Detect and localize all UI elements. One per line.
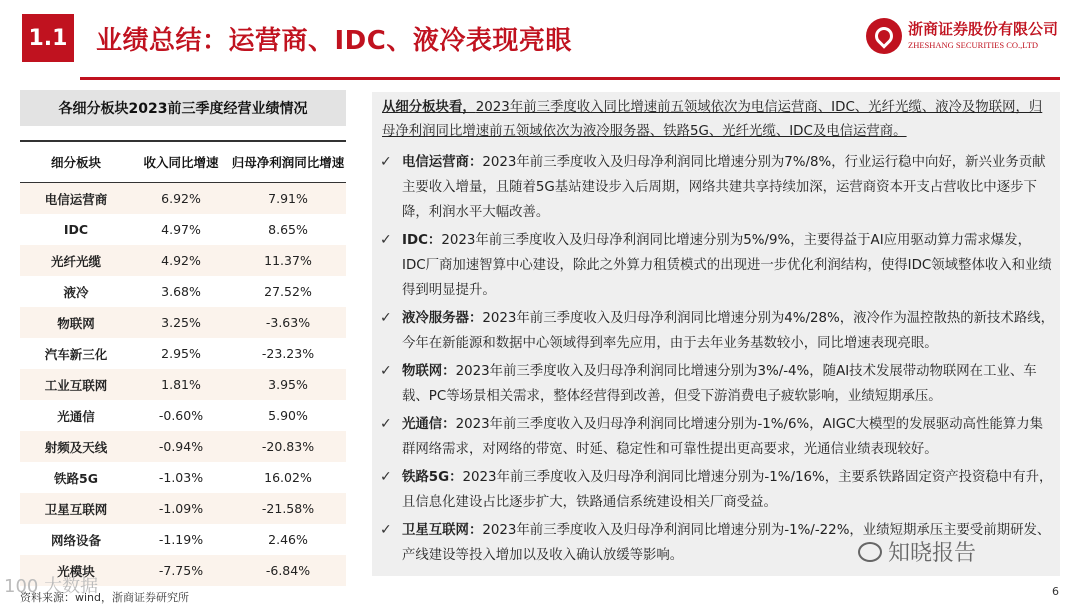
summary-bullet <box>378 150 1054 225</box>
netprofit-growth-cell: 7.91% <box>230 183 346 215</box>
segment-cell: 铁路5G <box>20 462 132 493</box>
wechat-icon <box>858 542 882 562</box>
netprofit-growth-cell: -3.63% <box>230 307 346 338</box>
netprofit-growth-cell: 5.90% <box>230 400 346 431</box>
bullet-title: IDC： <box>402 233 442 248</box>
summary-bullet-list <box>378 150 1054 571</box>
netprofit-growth-cell: 16.02% <box>230 462 346 493</box>
zheshang-logo-icon <box>866 18 902 54</box>
table-row <box>20 214 346 245</box>
logo-chinese-name: 浙商证券股份有限公司 <box>908 20 1059 38</box>
segment-cell: 光通信 <box>20 400 132 431</box>
checkmark-icon: ✓ <box>380 469 392 485</box>
table-row <box>20 245 346 276</box>
table-row <box>20 493 346 524</box>
source-note: 资料来源：wind，浙商证券研究所 <box>20 591 190 604</box>
col-header-revenue-growth: 收入同比增速 <box>132 141 230 183</box>
bullet-text: 2023年前三季度收入及归母净利润同比增速分别为5%/9%，主要得益于AI应用驱动算力需求爆发，IDC厂商加速智算中心建设，除此之外算力租赁模式的出现进一步优化利润结构，使得IDC领域整体收入和业绩得到明显提升。 <box>402 233 1052 298</box>
checkmark-icon: ✓ <box>380 416 392 432</box>
netprofit-growth-cell: 3.95% <box>230 369 346 400</box>
summary-panel <box>372 92 1060 576</box>
summary-bullet <box>378 306 1054 356</box>
col-header-netprofit-growth: 归母净利润同比增速 <box>230 141 346 183</box>
revenue-growth-cell: -0.60% <box>132 400 230 431</box>
bullet-title: 卫星互联网： <box>402 523 483 538</box>
revenue-growth-cell: 6.92% <box>132 183 230 215</box>
table-row <box>20 369 346 400</box>
segment-cell: 液冷 <box>20 276 132 307</box>
table-row <box>20 462 346 493</box>
intro-lead: 从细分板块看， <box>382 100 476 115</box>
summary-bullet <box>378 412 1054 462</box>
summary-bullet <box>378 228 1054 303</box>
revenue-growth-cell: 3.25% <box>132 307 230 338</box>
table-row <box>20 183 346 215</box>
table-row <box>20 524 346 555</box>
netprofit-growth-cell: 11.37% <box>230 245 346 276</box>
revenue-growth-cell: 4.92% <box>132 245 230 276</box>
netprofit-growth-cell: 8.65% <box>230 214 346 245</box>
segment-cell: 卫星互联网 <box>20 493 132 524</box>
segment-cell: 射频及天线 <box>20 431 132 462</box>
segment-cell: 网络设备 <box>20 524 132 555</box>
table-header-row <box>20 141 346 183</box>
bullet-text: 2023年前三季度收入及归母净利润同比增速分别为-1%/6%，AIGC大模型的发展驱动高性能算力集群网络需求，对网络的带宽、时延、稳定性和可靠性提出更高要求，光通信业绩表现较好。 <box>402 417 1043 457</box>
summary-bullet <box>378 465 1054 515</box>
title-divider <box>80 77 1060 80</box>
bullet-title: 物联网： <box>402 364 456 379</box>
revenue-growth-cell: -0.94% <box>132 431 230 462</box>
summary-bullet <box>378 359 1054 409</box>
bullet-text: 2023年前三季度收入及归母净利润同比增速分别为7%/8%，行业运行稳中向好，新兴业务贡献主要收入增量，且随着5G基站建设步入后周期，网络共建共享持续加深，运营商资本开支占营收比中逐步下降，利润水平大幅改善。 <box>402 155 1046 220</box>
netprofit-growth-cell: -20.83% <box>230 431 346 462</box>
col-header-segment: 细分板块 <box>20 141 132 183</box>
bullet-title: 液冷服务器： <box>402 311 483 326</box>
summary-intro <box>382 96 1052 144</box>
revenue-growth-cell: 4.97% <box>132 214 230 245</box>
bullet-title: 电信运营商： <box>402 155 483 170</box>
intro-text: 2023年前三季度收入同比增速前五领域依次为电信运营商、IDC、光纤光缆、液冷及物联网，归母净利润同比增速前五领域依次为液冷服务器、铁路5G、光纤光缆、IDC及电信运营商。 <box>382 100 1043 139</box>
bullet-text: 2023年前三季度收入及归母净利润同比增速分别为3%/-4%，随AI技术发展带动物联网在工业、车载、PC等场景相关需求，整体经营得到改善，但受下游消费电子疲软影响，业绩短期承压。 <box>402 364 1037 404</box>
bullet-text: 2023年前三季度收入及归母净利润同比增速分别为-1%/-22%，业绩短期承压主要受前期研发、产线建设等投入增加以及收入确认放缓等影响。 <box>402 523 1051 563</box>
netprofit-growth-cell: -23.23% <box>230 338 346 369</box>
watermark <box>858 536 976 567</box>
company-logo <box>866 16 1058 60</box>
revenue-growth-cell: 2.95% <box>132 338 230 369</box>
revenue-growth-cell: 3.68% <box>132 276 230 307</box>
segment-cell: 汽车新三化 <box>20 338 132 369</box>
netprofit-growth-cell: -21.58% <box>230 493 346 524</box>
segment-cell: 电信运营商 <box>20 183 132 215</box>
revenue-growth-cell: 1.81% <box>132 369 230 400</box>
segment-cell: 工业互联网 <box>20 369 132 400</box>
segment-cell: 物联网 <box>20 307 132 338</box>
checkmark-icon: ✓ <box>380 310 392 326</box>
netprofit-growth-cell: 27.52% <box>230 276 346 307</box>
table-row <box>20 400 346 431</box>
page-title: 业绩总结：运营商、IDC、液冷表现亮眼 <box>96 26 572 56</box>
segment-performance-table <box>20 140 346 586</box>
revenue-growth-cell: -7.75% <box>132 555 230 586</box>
revenue-growth-cell: -1.19% <box>132 524 230 555</box>
revenue-growth-cell: -1.09% <box>132 493 230 524</box>
revenue-growth-cell: -1.03% <box>132 462 230 493</box>
segment-cell: 光模块 <box>20 555 132 586</box>
checkmark-icon: ✓ <box>380 522 392 538</box>
checkmark-icon: ✓ <box>380 232 392 248</box>
table-row <box>20 431 346 462</box>
bullet-text: 2023年前三季度收入及归母净利润同比增速分别为4%/28%，液冷作为温控散热的新技术路线，今年在新能源和数据中心领域得到率先应用，由于去年业务基数较小，同比增速表现亮眼。 <box>402 311 1054 351</box>
bullet-title: 光通信： <box>402 417 456 432</box>
table-row <box>20 276 346 307</box>
page-number: 6 <box>1052 585 1059 598</box>
segment-cell: IDC <box>20 214 132 245</box>
table-row <box>20 307 346 338</box>
watermark-text: 知晓报告 <box>888 541 977 566</box>
table-title: 各细分板块2023前三季度经营业绩情况 <box>20 90 346 126</box>
bullet-title: 铁路5G： <box>402 470 463 485</box>
segment-cell: 光纤光缆 <box>20 245 132 276</box>
netprofit-growth-cell: 2.46% <box>230 524 346 555</box>
table-row <box>20 338 346 369</box>
left-watermark: 100 大数据 <box>4 576 99 597</box>
checkmark-icon: ✓ <box>380 363 392 379</box>
netprofit-growth-cell: -6.84% <box>230 555 346 586</box>
section-number-badge: 1.1 <box>22 14 74 62</box>
checkmark-icon: ✓ <box>380 154 392 170</box>
logo-english-name: ZHESHANG SECURITIES CO.,LTD <box>908 40 1039 50</box>
bullet-text: 2023年前三季度收入及归母净利润同比增速分别为-1%/16%，主要系铁路固定资产投资稳中有升，且信息化建设占比逐步扩大，铁路通信系统建设相关厂商受益。 <box>402 470 1053 510</box>
